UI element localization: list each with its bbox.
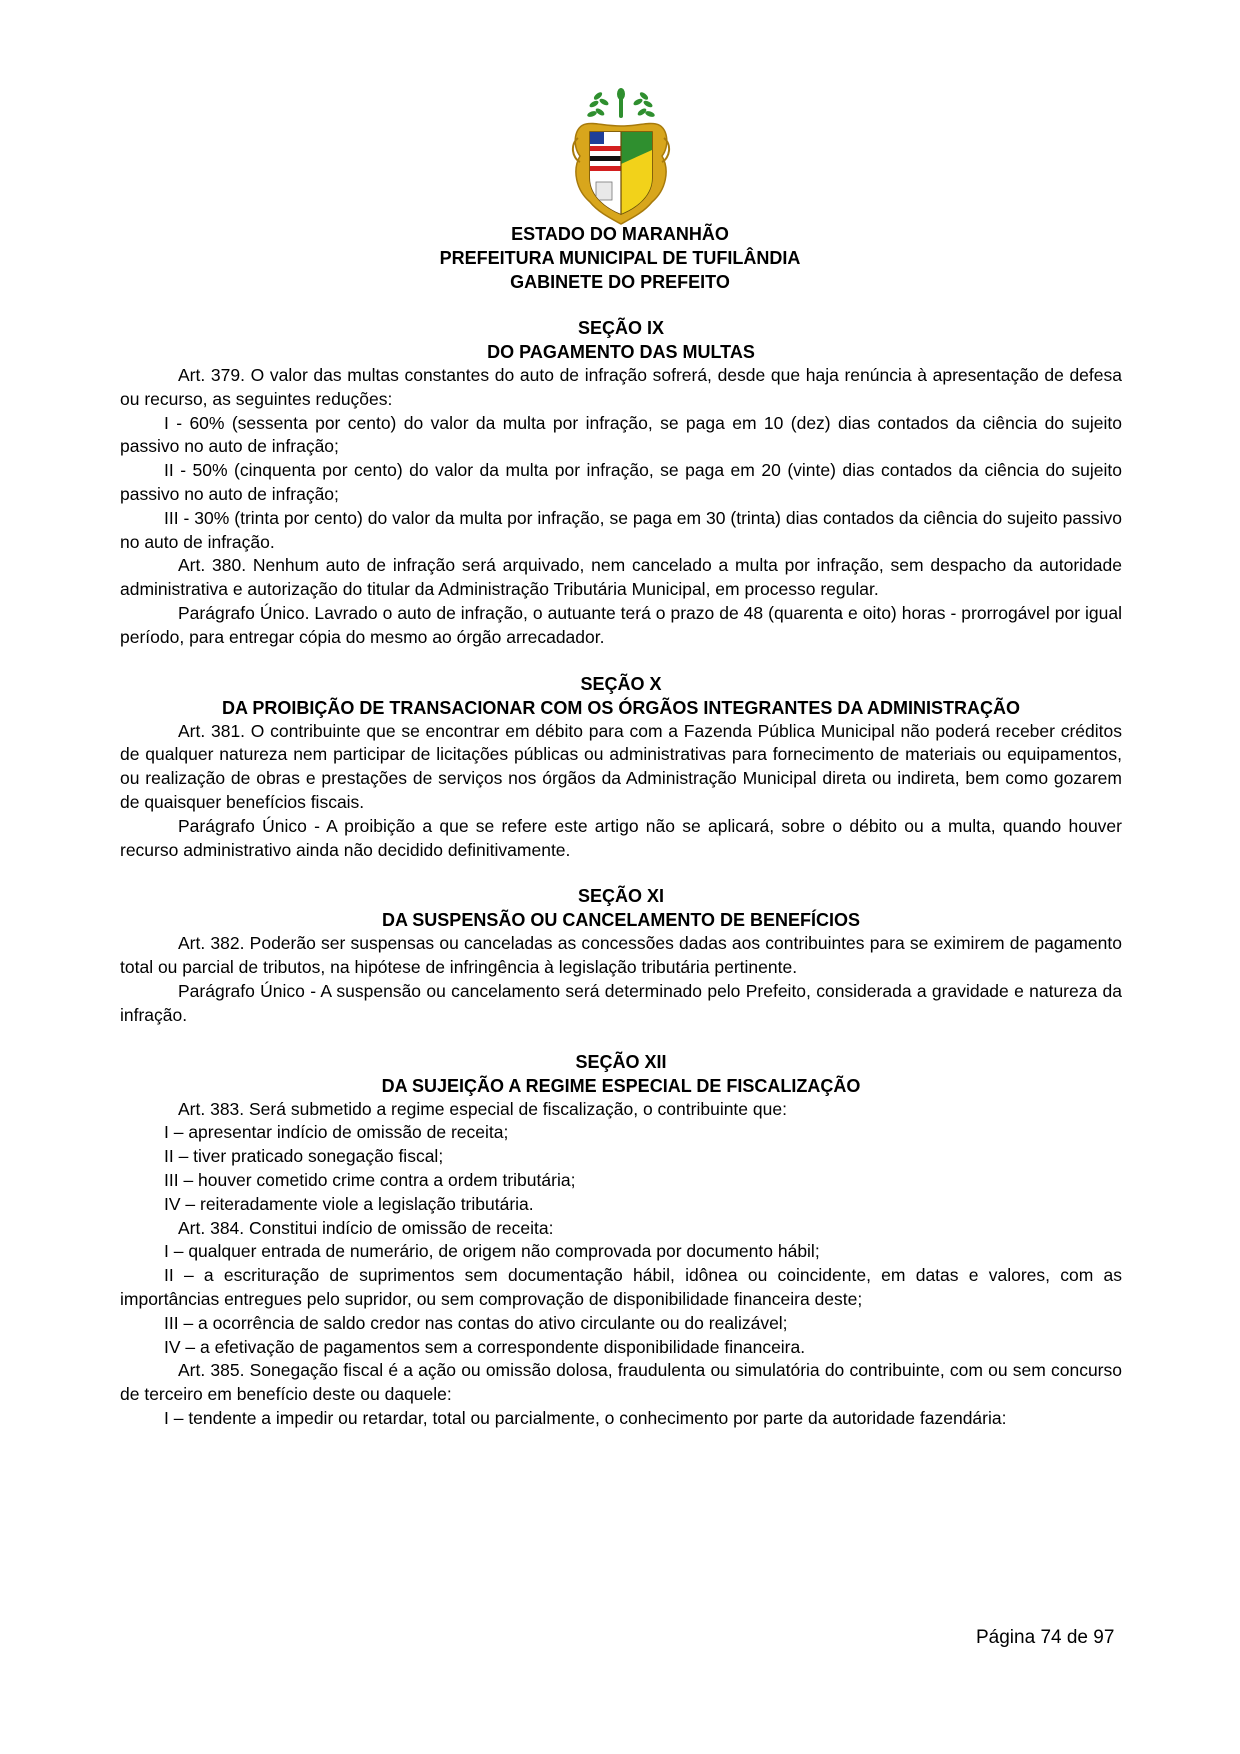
article-paragraph: Art. 379. O valor das multas constantes do auto de infração sofrerá, desde que haja renúncia à apresentação de defesa ou recurso, as seguintes reduções: [120,365,1122,409]
list-item: I – apresentar indício de omissão de receita; [164,1122,509,1143]
section-title: DA SUJEIÇÃO A REGIME ESPECIAL DE FISCALIZAÇÃO [381,1075,861,1096]
list-item: III – a ocorrência de saldo credor nas contas do ativo circulante ou do realizável; [164,1312,788,1333]
article-paragraph: Art. 381. O contribuinte que se encontrar em débito para com a Fazenda Pública Municipal não poderá receber créditos de qualquer natureza nem participar de licitações públicas ou administrativas para fornecimento de materiais ou equipamentos, ou realização de obras e prestações de serviços nos órgãos da Administração Municipal direta ou indireta, bem como gozarem de quaisquer benefícios fiscais. [120,720,1122,812]
article-paragraph: Art. 384. Constitui indício de omissão de receita: [178,1217,554,1238]
article-paragraph: Art. 382. Poderão ser suspensas ou canceladas as concessões dadas aos contribuintes para se eximirem de pagamento total ou parcial de tributos, na hipótese de infringência à legislação tributária pertinente. [120,933,1122,978]
list-item: I – qualquer entrada de numerário, de origem não comprovada por documento hábil; [164,1241,820,1262]
office-name: GABINETE DO PREFEITO [510,272,730,292]
article-paragraph: Parágrafo Único - A proibição a que se refere este artigo não se aplicará, sobre o débito ou a multa, quando houver recurso administrativo ainda não decidido definitivamente. [120,815,1122,860]
list-item: IV – a efetivação de pagamentos sem a correspondente disponibilidade financeira. [164,1336,806,1357]
article-paragraph: Parágrafo Único - A suspensão ou cancelamento será determinado pelo Prefeito, considerada a gravidade e natureza da infração. [120,980,1122,1025]
section-number: SEÇÃO IX [577,318,665,338]
list-item: III - 30% (trinta por cento) do valor da multa por infração, se paga em 30 (trinta) dias contados da ciência do sujeito passivo no auto de infração. [120,507,1122,552]
list-item: IV – reiteradamente viole a legislação tributária. [164,1193,534,1214]
section-title: DA PROIBIÇÃO DE TRANSACIONAR COM OS ÓRGÃOS INTEGRANTES DA ADMINISTRAÇÃO [221,697,1020,718]
article-paragraph: Art. 385. Sonegação fiscal é a ação ou omissão dolosa, fraudulenta ou simulatória do contribuinte, com ou sem concurso de terceiro em benefício deste ou daquele: [120,1360,1122,1405]
section-number: SEÇÃO X [580,673,662,694]
section-title: DA SUSPENSÃO OU CANCELAMENTO DE BENEFÍCIOS [381,910,861,931]
list-item: III – houver cometido crime contra a ordem tributária; [164,1169,576,1190]
list-item: I – tendente a impedir ou retardar, total ou parcialmente, o conhecimento por parte da autoridade fazendária: [164,1407,1007,1428]
list-item: II - 50% (cinquenta por cento) do valor da multa por infração, se paga em 20 (vinte) dias contados da ciência do sujeito passivo no auto de infração; [120,460,1122,504]
letterhead [0,222,1240,294]
section-title: DO PAGAMENTO DAS MULTAS [487,342,755,362]
section-number: SEÇÃO XII [575,1051,667,1072]
prefecture-name: PREFEITURA MUNICIPAL DE TUFILÂNDIA [439,248,801,268]
page-number: Página 74 de 97 [976,1627,1115,1648]
state-name: ESTADO DO MARANHÃO [511,224,729,244]
coat-of-arms-icon [568,86,674,228]
list-item: II – tiver praticado sonegação fiscal; [164,1146,444,1167]
article-paragraph: Parágrafo Único. Lavrado o auto de infração, o autuante terá o prazo de 48 (quarenta e oito) horas - prorrogável por igual período, para entregar cópia do mesmo ao órgão arrecadador. [120,602,1122,647]
article-paragraph: Art. 383. Será submetido a regime especial de fiscalização, o contribuinte que: [178,1098,787,1119]
section-number: SEÇÃO XI [577,886,665,907]
article-paragraph: Art. 380. Nenhum auto de infração será arquivado, nem cancelado a multa por infração, sem despacho da autoridade administrativa e autorização do titular da Administração Tributária Municipal, em processo regular. [120,555,1122,600]
list-item: II – a escrituração de suprimentos sem documentação hábil, idônea ou coincidente, em datas e valores, com as importâncias entregues pelo supridor, ou sem comprovação de disponibilidade financeira deste; [120,1265,1122,1309]
list-item: I - 60% (sessenta por cento) do valor da multa por infração, se paga em 10 (dez) dias contados da ciência do sujeito passivo no auto de infração; [120,412,1122,457]
document-body [120,316,1122,1431]
